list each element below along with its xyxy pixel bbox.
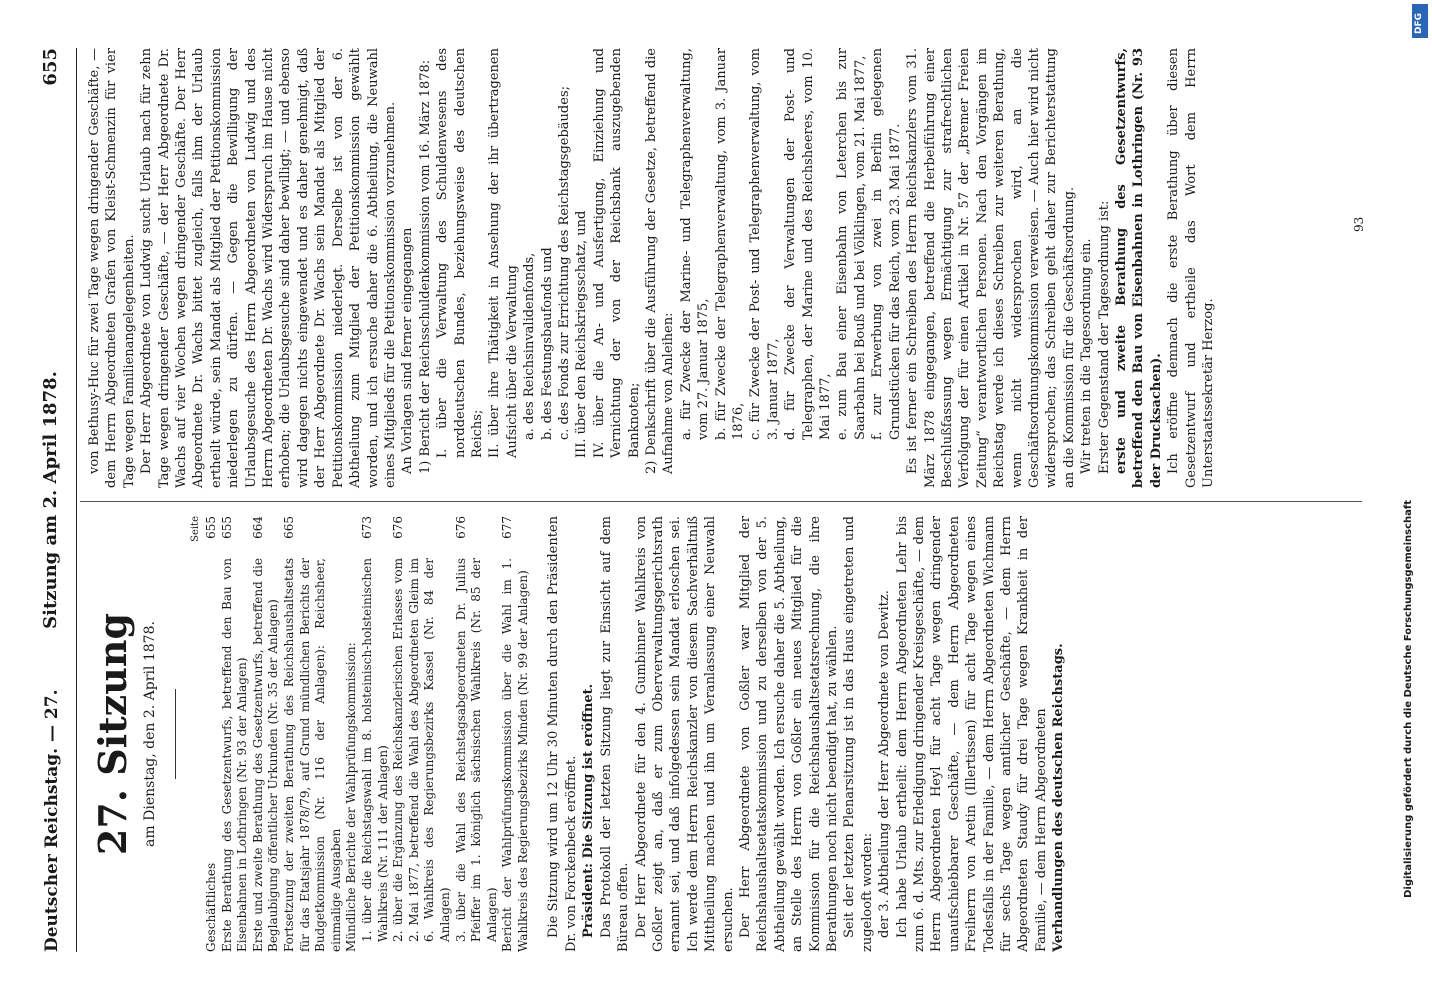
list-item: b. für Zwecke der Telegraphenverwaltung, vom 3. Januar 1876,: [713, 48, 747, 440]
toc-page: [344, 516, 360, 544]
toc-page: 677: [500, 516, 515, 539]
right-column: [86, 48, 1217, 488]
toc-row: [282, 516, 344, 952]
list-item: III. über den Reichskriegsschatz, und: [574, 210, 590, 458]
toc-row: [360, 516, 391, 952]
toc-page: 673: [359, 516, 374, 539]
paragraph: der 3. Abtheilung der Herr Abgeordnete von Dewitz.: [877, 590, 893, 938]
toc-page: 665: [281, 516, 296, 539]
column-divider: [80, 501, 1362, 502]
toc-row: [251, 516, 282, 952]
title-rule: [175, 689, 176, 779]
toc-row: [220, 516, 251, 952]
paragraph: Ich eröffne demnach die erste Berathung über diesen Gesetzentwurf und ertheile das Wort dem Herrn Unterstaatssekretär Herzog.: [1166, 48, 1216, 488]
session-title: 27. Sitzung: [90, 612, 135, 856]
toc-row: [204, 516, 220, 952]
list-item: 1) Bericht der Reichsschuldenkommission vom 16. März 1878:: [417, 59, 433, 474]
list-item: f. zur Erwerbung von zwei in Berlin gelegenen Grundstücken für das Reich, vom 23. Mai 1877.: [870, 48, 903, 440]
header-left: Deutscher Reichstag. — 27.: [42, 689, 62, 952]
list-item: e. zum Bau einer Eisenbahn von Leterchen bis zur Saarbahn bei Bouß und bei Völklingen, vom 21. Mai 1877,: [835, 48, 868, 440]
paragraph: Wir treten in die Tagesordnung ein.: [1079, 238, 1095, 474]
paragraph: Es ist ferner ein Schreiben des Herrn Reichskanzlers vom 31. März 1878 eingegangen, betreffend die Herbeiführung einer Beschlußfassung wegen Ermächtigung zur strafrechtlichen Verfolgung der für einen Artikel in Nr. 57 der „Bremer Freien Zeitung“ verantwortlichen Personen. Nach den Vorgängen im Reichstag werde ich dieses Schreiben zur weiteren Berathung, wenn nicht widersprochen wird, an die Geschäftsordnungskommission verweisen. — Auch hier wird nicht widersprochen; das Schreiben geht daher zur Berichterstattung an die Kommission für die Geschäftsordnung.: [905, 48, 1077, 488]
list-item: IV. über die An- und Ausfertigung, Einziehung und Vernichtung der von der Reichsbank auszugebenden Banknoten;: [591, 48, 642, 458]
toc-entry: Erste und zweite Berathung des Gesetzentwurfs, betreffend die Beglaubigung öffentlicher Urkunden (Nr. 35 der Anlagen): [250, 558, 281, 952]
list-item: c. des Fonds zur Errichtung des Reichstagsgebäudes;: [556, 86, 572, 440]
toc-row: [454, 516, 501, 952]
left-column: [86, 516, 1068, 952]
paragraph: Der Herr Abgeordnete für den 4. Gumbinner Wahlkreis von Goßler zeigt an, daß er zum Oberverwaltungsgerichtsrath ernannt sei, und daß infolgedessen sein Mandat erloschen sei. Ich werde dem Herrn Reichskanzler von diesem Sachverhältniß Mittheilung machen und ihn um Veranlassung einer Neuwahl ersuchen.: [633, 516, 736, 952]
toc-entry: Geschäftliches: [204, 862, 218, 952]
header-page-number: 655: [40, 48, 61, 86]
paragraph: von Bethusy-Huc für zwei Tage wegen dringender Geschäfte, — dem Herrn Abgeordneten Grafen von Kleist-Schmenzin für vier Tage wegen Familienangelegenheiten.: [87, 48, 137, 488]
list-item: d. für Zwecke der Verwaltungen der Post- und Telegraphen, der Marine und des Reichsheeres, vom 10. Mai 1877,: [783, 48, 834, 440]
left-footer: Verhandlungen des deutschen Reichstags.: [1051, 643, 1067, 952]
paragraph: Der Herr Abgeordnete von Ludwig sucht Urlaub nach für zehn Tage wegen dringender Geschäfte, — der Herr Abgeordnete Dr. Wachs auf vier Wochen wegen dringender Geschäfte. Der Herr Abgeordnete Dr. Wachs bittet zugleich, falls ihm der Urlaub ertheilt würde, sein Mandat als Mitglied der Petitionskommission niederlegen zu dürfen. — Gegen die Bewilligung der Urlaubsgesuche des Herrn Abgeordneten von Ludwig und des Herrn Abgeordneten Dr. Wachs wird Widerspruch im Hause nicht erhoben; die Urlaubsgesuche sind daher bewilligt; — und ebenso wird dagegen nichts eingewendet und es daher genehmigt, daß der Herr Abgeordnete Dr. Wachs sein Mandat als Mitglied der Petitionskommission niederlegt. Derselbe ist von der 6. Abtheilung zum Mitglied der Petitionskommission gewählt worden, und ich ersuche daher die 6. Abtheilung, die Neuwahl eines Mitglieds für die Petitionskommission vorzunehmen.: [139, 48, 398, 488]
toc-entry: 2. über die Ergänzung des Reichskanzlerischen Erlasses vom 2. Mai 1877, betreffend die Wahl des Abgeordneten Gleim im 6. Wahlkreis des Regierungsbezirks Kassel (Nr. 84 der Anlagen): [391, 558, 452, 942]
toc-row: [391, 516, 453, 952]
paragraph: An Vorlagen sind ferner eingegangen: [400, 227, 416, 474]
paragraph: Der Herr Abgeordnete von Goßler war Mitglied der Reichshaushaltsetatskommission und zu derselben von der 5. Abtheilung gewählt worden. Ich ersuche daher die 5. Abtheilung, an Stelle des Herrn von Goßler ein neues Mitglied für die Kommission für die Reichshaushaltsetatsrechnung, die ihre Berathungen noch nicht beendigt hat, zu wählen.: [737, 516, 840, 952]
table-of-contents: [188, 516, 531, 952]
list-item: a. für Zwecke der Marine- und Telegraphenverwaltung, vom 27. Januar 1875,: [678, 48, 712, 440]
toc-page: 655: [219, 516, 234, 539]
credit-text: Digitalisierung gefördert durch die Deutsche Forschungsgemeinschaft: [1403, 500, 1414, 898]
paragraph: Ich habe Urlaub ertheilt: dem Herrn Abgeordneten Lehr bis zum 6. d. Mts. zur Erledigung dringender Kreisgeschäfte, — dem Herrn Abgeordneten Heyl für acht Tage wegen dringender unaufschiebbarer Geschäfte, — dem Herrn Abgeordneten Freiherrn von Aretin (Illertissen) für acht Tage wegen eines Todesfalls in der Familie, — dem Herrn Abgeordneten Wichmann für sechs Tage wegen amtlicher Geschäfte, — dem Herrn Abgeordneten Staudy für drei Tage wegen Krankheit in der Familie, — dem Herrn Abgeordneten: [894, 516, 1049, 952]
toc-entry: Bericht der Wahlprüfungskommission über die Wahl im 1. Wahlkreis des Regierungsbezirks Minden (Nr. 99 der Anlagen): [500, 558, 530, 952]
list-item: II. über ihre Thätigkeit in Ansehung der ihr übertragenen Aufsicht über die Verwaltung: [487, 48, 520, 458]
list-item: b. des Festungsbaufonds und: [539, 247, 555, 440]
toc-entry: Erste Berathung des Gesetzentwurfs, betreffend den Bau von Eisenbahnen in Lothringen (Nr. 93 der Anlagen): [219, 558, 250, 952]
list-item: 2) Denkschrift über die Ausführung der Gesetze, betreffend die Aufnahme von Anleihen:: [644, 48, 677, 474]
toc-page: 664: [250, 516, 265, 539]
header-rule: [76, 48, 77, 952]
toc-page: 676: [391, 516, 406, 539]
toc-entry: 1. über die Reichstagswahl im 8. holsteinisch-holsteinischen Wahlkreis (Nr. 111 der Anlagen): [359, 558, 390, 942]
toc-entry: Mündliche Berichte der Wahlprüfungskommission:: [344, 642, 359, 952]
paragraph: Das Protokoll der letzten Sitzung liegt zur Einsicht auf dem Büreau offen.: [598, 516, 632, 952]
toc-page: 655: [204, 516, 218, 539]
toc-row: [500, 516, 531, 952]
toc-entry: Fortsetzung der zweiten Berathung des Reichshaushaltsetats für das Etatsjahr 1878/79, auf Grund mündlichen Berichts der Budgetkommission (Nr. 116 der Anlagen): Reichsheer, einmalige Ausgaben: [281, 558, 343, 952]
toc-entry: 3. über die Wahl des Reichstagsabgeordneten Dr. Julius Pfeiffer im 1. königlich sächsischen Wahlkreis (Nr. 85 der Anlagen): [453, 558, 499, 942]
page-footer-number: 93: [1352, 216, 1366, 232]
paragraph: Seit der letzten Plenarsitzung ist in das Haus eingetreten und zugelooft worden:: [842, 516, 875, 952]
list-item: I. über die Verwaltung des Schuldenwesens des norddeutschen Bundes, beziehungsweise des deutschen Reichs;: [435, 48, 485, 458]
paragraph: erste und zweite Berathung des Gesetzentwurfs, betreffend den Bau von Eisenbahnen in Lothringen (Nr. 93 der Drucksachen).: [1113, 48, 1164, 488]
dfg-logo: DFG: [1412, 4, 1428, 38]
toc-page: 676: [453, 516, 468, 539]
toc-head: Seite: [190, 516, 202, 542]
toc-row: [344, 516, 360, 952]
running-header: [36, 48, 70, 952]
paragraph: Präsident: Die Sitzung ist eröffnet.: [581, 683, 597, 938]
list-item: c. für Zwecke der Post- und Telegraphenverwaltung, vom 3. Januar 1877,: [748, 48, 781, 440]
list-item: a. des Reichsinvalidenfonds,: [522, 252, 538, 440]
paragraph: Die Sitzung wird um 12 Uhr 30 Minuten durch den Präsidenten Dr. von Forckenbeck eröffnet.: [546, 516, 579, 952]
session-date: am Dienstag, den 2. April 1878.: [142, 621, 158, 847]
header-center: Sitzung am 2. April 1878.: [40, 371, 61, 629]
paragraph: Erster Gegenstand der Tagesordnung ist:: [1096, 200, 1112, 474]
